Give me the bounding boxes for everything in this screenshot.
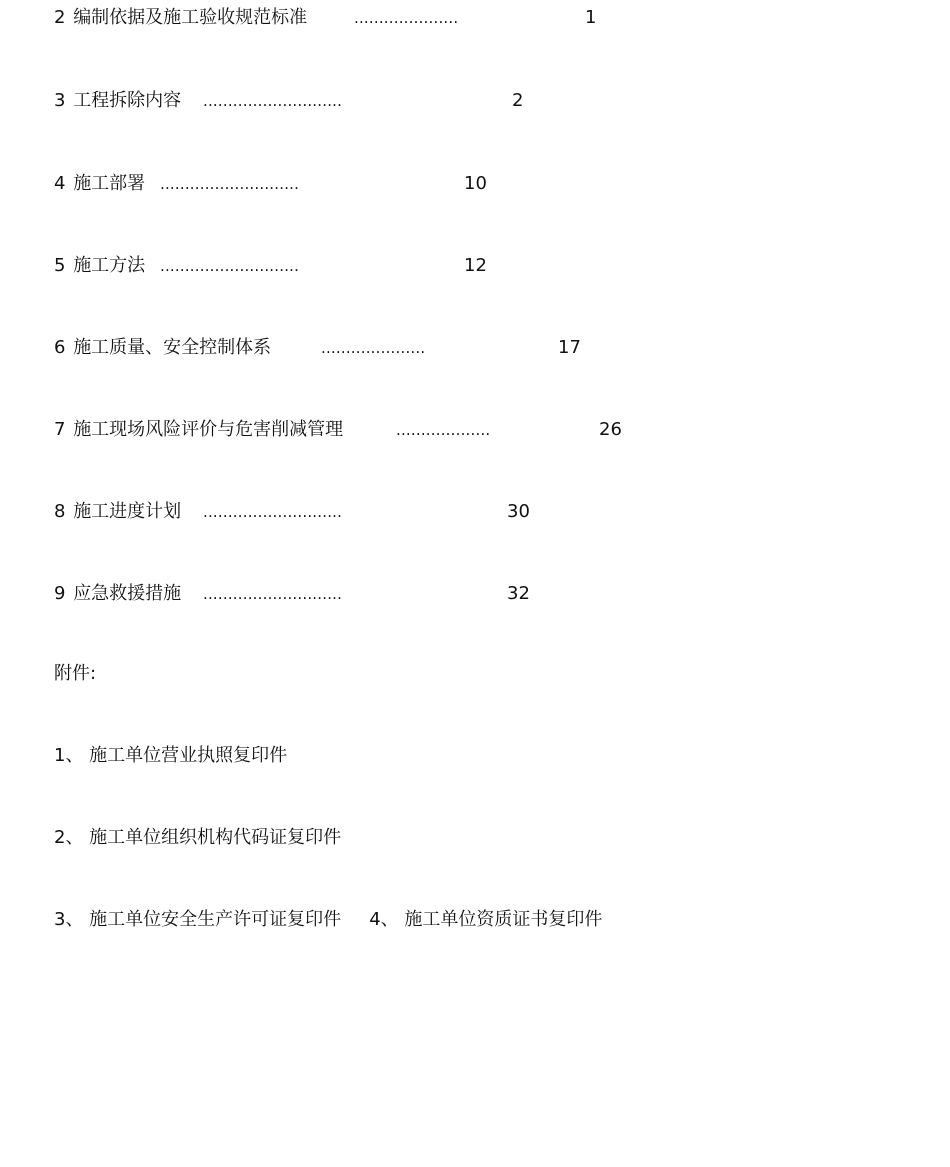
toc-leader-dots: ................... bbox=[396, 421, 491, 439]
toc-entry bbox=[54, 6, 654, 30]
toc-entry bbox=[54, 582, 654, 606]
toc-leader-dots: ..................... bbox=[354, 9, 459, 27]
toc-entry-number: 5 bbox=[54, 255, 66, 276]
attachment-item: 4、 施工单位资质证书复印件 bbox=[369, 909, 603, 930]
toc-leader-dots: ............................ bbox=[160, 257, 300, 275]
toc-entry-number: 9 bbox=[54, 583, 66, 604]
attachment-item: 3、 施工单位安全生产许可证复印件 bbox=[54, 909, 342, 930]
toc-entry-number: 4 bbox=[54, 173, 66, 194]
attachment-item: 2、 施工单位组织机构代码证复印件 bbox=[54, 827, 342, 848]
attachment-row bbox=[54, 908, 602, 932]
toc-entry-title: 施工进度计划 bbox=[73, 501, 182, 522]
toc-entry bbox=[54, 418, 654, 442]
toc-page-number: 26 bbox=[599, 419, 622, 440]
toc-leader-dots: ............................ bbox=[203, 92, 343, 110]
toc-entry bbox=[54, 500, 654, 524]
attachment-item: 1、 施工单位营业执照复印件 bbox=[54, 745, 288, 766]
toc-entry-title: 工程拆除内容 bbox=[73, 90, 182, 111]
toc-leader-dots: ............................ bbox=[203, 503, 343, 521]
toc-entry-title: 施工质量、安全控制体系 bbox=[73, 337, 272, 358]
toc-page-number: 17 bbox=[558, 337, 581, 358]
toc-page-number: 10 bbox=[464, 173, 487, 194]
toc-entry bbox=[54, 254, 654, 278]
toc-entry-title: 应急救援措施 bbox=[73, 583, 182, 604]
toc-entry-number: 8 bbox=[54, 501, 66, 522]
toc-entry-title: 编制依据及施工验收规范标准 bbox=[73, 7, 308, 28]
toc-page-number: 30 bbox=[507, 501, 530, 522]
toc-entry-title: 施工部署 bbox=[73, 173, 146, 194]
toc-entry-number: 2 bbox=[54, 7, 66, 28]
toc-page-number: 12 bbox=[464, 255, 487, 276]
toc-entry-title: 施工方法 bbox=[73, 255, 146, 276]
toc-entry-number: 3 bbox=[54, 90, 66, 111]
toc-page-number: 1 bbox=[585, 7, 597, 28]
toc-entry-title: 施工现场风险评价与危害削减管理 bbox=[73, 419, 344, 440]
toc-entry bbox=[54, 89, 654, 113]
toc-leader-dots: ..................... bbox=[321, 339, 426, 357]
attachments-heading: 附件: bbox=[54, 663, 97, 684]
toc-leader-dots: ............................ bbox=[203, 585, 343, 603]
toc-entry bbox=[54, 172, 654, 196]
toc-entry bbox=[54, 336, 654, 360]
toc-entry-number: 6 bbox=[54, 337, 66, 358]
toc-entry-number: 7 bbox=[54, 419, 66, 440]
toc-page-number: 32 bbox=[507, 583, 530, 604]
toc-page-number: 2 bbox=[512, 90, 524, 111]
toc-leader-dots: ............................ bbox=[160, 175, 300, 193]
